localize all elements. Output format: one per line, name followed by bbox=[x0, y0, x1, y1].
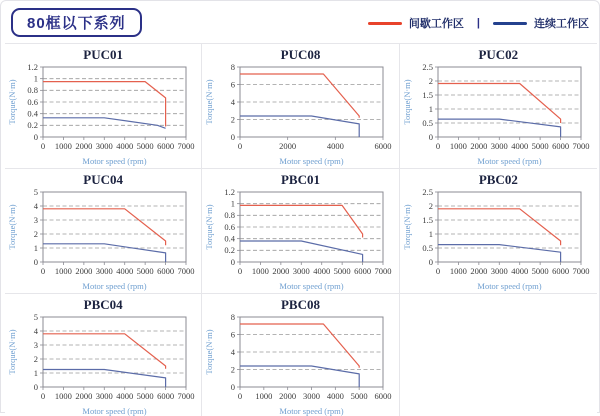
svg-text:2.5: 2.5 bbox=[422, 62, 434, 72]
svg-text:4000: 4000 bbox=[327, 391, 345, 401]
svg-text:1: 1 bbox=[33, 242, 39, 253]
svg-text:3000: 3000 bbox=[303, 391, 321, 401]
svg-text:6000: 6000 bbox=[374, 391, 392, 401]
svg-text:7000: 7000 bbox=[572, 141, 590, 151]
svg-text:Motor speed (rpm): Motor speed (rpm) bbox=[477, 156, 542, 166]
svg-text:4000: 4000 bbox=[511, 141, 529, 151]
svg-text:1.5: 1.5 bbox=[422, 214, 434, 225]
svg-text:3000: 3000 bbox=[95, 141, 113, 151]
svg-text:0: 0 bbox=[41, 391, 46, 401]
svg-text:2000: 2000 bbox=[75, 266, 93, 276]
svg-text:0: 0 bbox=[429, 131, 434, 142]
svg-text:1.2: 1.2 bbox=[224, 187, 236, 197]
svg-text:3000: 3000 bbox=[293, 266, 311, 276]
svg-text:0: 0 bbox=[429, 256, 434, 267]
svg-text:2: 2 bbox=[429, 75, 434, 86]
svg-text:3: 3 bbox=[33, 339, 39, 350]
chart-title: PUC01 bbox=[83, 47, 124, 62]
svg-text:1: 1 bbox=[33, 367, 39, 378]
svg-text:Motor speed (rpm): Motor speed (rpm) bbox=[477, 281, 542, 291]
chart-title: PBC01 bbox=[280, 172, 320, 187]
svg-text:Motor speed (rpm): Motor speed (rpm) bbox=[82, 281, 147, 291]
svg-text:0: 0 bbox=[33, 256, 39, 267]
svg-text:1: 1 bbox=[231, 198, 236, 209]
svg-text:0.5: 0.5 bbox=[422, 117, 434, 128]
svg-text:6: 6 bbox=[231, 79, 236, 90]
svg-text:3000: 3000 bbox=[95, 266, 113, 276]
chart-cell bbox=[202, 44, 399, 169]
chart-title: PBC08 bbox=[280, 297, 320, 312]
svg-text:1: 1 bbox=[429, 103, 434, 114]
svg-text:3000: 3000 bbox=[491, 141, 509, 151]
svg-text:2: 2 bbox=[231, 364, 236, 375]
svg-text:4000: 4000 bbox=[313, 266, 331, 276]
svg-text:1000: 1000 bbox=[55, 391, 73, 401]
svg-text:7000: 7000 bbox=[572, 266, 590, 276]
svg-text:5000: 5000 bbox=[531, 266, 549, 276]
svg-text:5000: 5000 bbox=[351, 391, 369, 401]
continuous-zone-line-icon bbox=[493, 22, 527, 25]
svg-text:1.5: 1.5 bbox=[422, 89, 434, 100]
chart-title: PUC02 bbox=[478, 47, 519, 62]
legend-label-continuous: 连续工作区 bbox=[534, 18, 589, 30]
svg-text:4: 4 bbox=[33, 325, 39, 336]
svg-text:Torque(N·m): Torque(N·m) bbox=[7, 329, 18, 375]
svg-text:0.4: 0.4 bbox=[224, 233, 236, 244]
svg-text:0: 0 bbox=[436, 141, 441, 151]
empty-cell bbox=[400, 294, 597, 416]
svg-text:6000: 6000 bbox=[374, 141, 392, 151]
svg-text:4000: 4000 bbox=[116, 141, 134, 151]
svg-text:0: 0 bbox=[436, 266, 441, 276]
svg-text:0: 0 bbox=[231, 256, 236, 267]
chart-cell bbox=[5, 294, 202, 416]
svg-text:0: 0 bbox=[231, 381, 236, 392]
svg-text:0.5: 0.5 bbox=[422, 242, 434, 253]
svg-text:0: 0 bbox=[238, 266, 243, 276]
svg-text:0.8: 0.8 bbox=[27, 85, 39, 96]
legend-label-intermittent: 间歇工作区 bbox=[408, 18, 464, 30]
svg-text:4: 4 bbox=[231, 346, 236, 357]
svg-text:3: 3 bbox=[33, 214, 39, 225]
svg-text:4000: 4000 bbox=[511, 266, 529, 276]
charts-grid bbox=[5, 43, 597, 416]
svg-text:2: 2 bbox=[231, 114, 236, 125]
svg-text:1000: 1000 bbox=[252, 266, 270, 276]
svg-text:6000: 6000 bbox=[552, 266, 570, 276]
chart-plot bbox=[7, 187, 199, 291]
svg-text:7000: 7000 bbox=[177, 391, 195, 401]
chart-cell bbox=[5, 169, 202, 294]
chart-title: PBC02 bbox=[478, 172, 518, 187]
svg-text:6000: 6000 bbox=[354, 266, 372, 276]
svg-text:5000: 5000 bbox=[136, 141, 154, 151]
svg-text:Torque(N·m): Torque(N·m) bbox=[7, 79, 18, 125]
intermittent-zone-line-icon bbox=[368, 22, 402, 25]
svg-text:8: 8 bbox=[231, 62, 236, 72]
svg-text:Torque(N·m): Torque(N·m) bbox=[204, 204, 215, 250]
svg-text:0.8: 0.8 bbox=[224, 210, 236, 221]
svg-text:0: 0 bbox=[33, 131, 39, 142]
chart-cell bbox=[400, 44, 597, 169]
svg-text:5000: 5000 bbox=[136, 266, 154, 276]
svg-text:Torque(N·m): Torque(N·m) bbox=[204, 329, 215, 375]
svg-text:1.2: 1.2 bbox=[27, 62, 39, 72]
legend-separator: | bbox=[476, 17, 480, 29]
svg-text:Motor speed (rpm): Motor speed (rpm) bbox=[82, 156, 147, 166]
chart-plot bbox=[204, 312, 396, 416]
chart-cell bbox=[5, 44, 202, 169]
chart-title: PUC04 bbox=[83, 172, 124, 187]
svg-text:0: 0 bbox=[41, 266, 46, 276]
series-title-badge: 80框以下系列 bbox=[11, 8, 142, 37]
svg-text:6: 6 bbox=[231, 329, 236, 340]
svg-text:5: 5 bbox=[33, 187, 39, 197]
chart-plot bbox=[402, 187, 594, 291]
svg-text:0: 0 bbox=[41, 141, 46, 151]
svg-text:Motor speed (rpm): Motor speed (rpm) bbox=[279, 156, 345, 166]
svg-text:0.6: 0.6 bbox=[27, 96, 39, 107]
chart-cell bbox=[202, 169, 399, 294]
svg-text:2.5: 2.5 bbox=[422, 187, 434, 197]
svg-text:0: 0 bbox=[238, 391, 243, 401]
svg-text:2: 2 bbox=[33, 228, 39, 239]
svg-text:2000: 2000 bbox=[272, 266, 290, 276]
svg-text:3000: 3000 bbox=[95, 391, 113, 401]
svg-text:1: 1 bbox=[429, 228, 434, 239]
svg-text:0.2: 0.2 bbox=[224, 245, 236, 256]
svg-text:7000: 7000 bbox=[374, 266, 392, 276]
svg-text:0.2: 0.2 bbox=[27, 120, 39, 131]
chart-plot bbox=[7, 312, 199, 416]
svg-text:0: 0 bbox=[238, 141, 243, 151]
chart-title: PBC04 bbox=[83, 297, 123, 312]
svg-text:5000: 5000 bbox=[136, 391, 154, 401]
svg-text:Torque(N·m): Torque(N·m) bbox=[402, 79, 413, 125]
svg-text:Motor speed (rpm): Motor speed (rpm) bbox=[279, 281, 345, 291]
svg-text:0: 0 bbox=[33, 381, 39, 392]
svg-text:6000: 6000 bbox=[552, 141, 570, 151]
svg-text:4000: 4000 bbox=[116, 266, 134, 276]
svg-text:2: 2 bbox=[429, 200, 434, 211]
svg-text:2000: 2000 bbox=[470, 141, 488, 151]
chart-cell bbox=[400, 169, 597, 294]
svg-text:6000: 6000 bbox=[157, 141, 175, 151]
svg-text:2000: 2000 bbox=[470, 266, 488, 276]
legend bbox=[368, 15, 589, 31]
svg-text:1000: 1000 bbox=[450, 266, 468, 276]
svg-text:4000: 4000 bbox=[327, 141, 345, 151]
svg-text:2000: 2000 bbox=[279, 391, 297, 401]
svg-text:1000: 1000 bbox=[255, 391, 273, 401]
svg-text:Torque(N·m): Torque(N·m) bbox=[7, 204, 18, 250]
svg-text:0.6: 0.6 bbox=[224, 221, 236, 232]
svg-text:Torque(N·m): Torque(N·m) bbox=[204, 79, 215, 125]
chart-plot bbox=[204, 187, 396, 291]
chart-title: PUC08 bbox=[280, 47, 321, 62]
header bbox=[1, 1, 599, 43]
svg-text:8: 8 bbox=[231, 312, 236, 322]
svg-text:3000: 3000 bbox=[491, 266, 509, 276]
svg-text:5000: 5000 bbox=[334, 266, 352, 276]
svg-text:4000: 4000 bbox=[116, 391, 134, 401]
svg-text:Torque(N·m): Torque(N·m) bbox=[402, 204, 413, 250]
svg-text:7000: 7000 bbox=[177, 266, 195, 276]
svg-text:0.4: 0.4 bbox=[27, 108, 39, 119]
svg-text:4: 4 bbox=[231, 96, 236, 107]
svg-text:4: 4 bbox=[33, 200, 39, 211]
svg-text:2000: 2000 bbox=[75, 391, 93, 401]
svg-text:5000: 5000 bbox=[531, 141, 549, 151]
svg-text:1000: 1000 bbox=[55, 266, 73, 276]
svg-text:1000: 1000 bbox=[450, 141, 468, 151]
svg-text:1: 1 bbox=[33, 73, 39, 84]
svg-text:6000: 6000 bbox=[157, 266, 175, 276]
chart-cell bbox=[202, 294, 399, 416]
chart-plot bbox=[7, 62, 199, 166]
svg-text:2000: 2000 bbox=[279, 141, 297, 151]
svg-text:2: 2 bbox=[33, 353, 39, 364]
svg-text:2000: 2000 bbox=[75, 141, 93, 151]
chart-plot bbox=[402, 62, 594, 166]
svg-text:6000: 6000 bbox=[157, 391, 175, 401]
svg-text:0: 0 bbox=[231, 131, 236, 142]
chart-plot bbox=[204, 62, 396, 166]
svg-text:5: 5 bbox=[33, 312, 39, 322]
svg-text:Motor speed (rpm): Motor speed (rpm) bbox=[279, 406, 345, 416]
svg-text:7000: 7000 bbox=[177, 141, 195, 151]
svg-text:Motor speed (rpm): Motor speed (rpm) bbox=[82, 406, 147, 416]
svg-text:1000: 1000 bbox=[55, 141, 73, 151]
